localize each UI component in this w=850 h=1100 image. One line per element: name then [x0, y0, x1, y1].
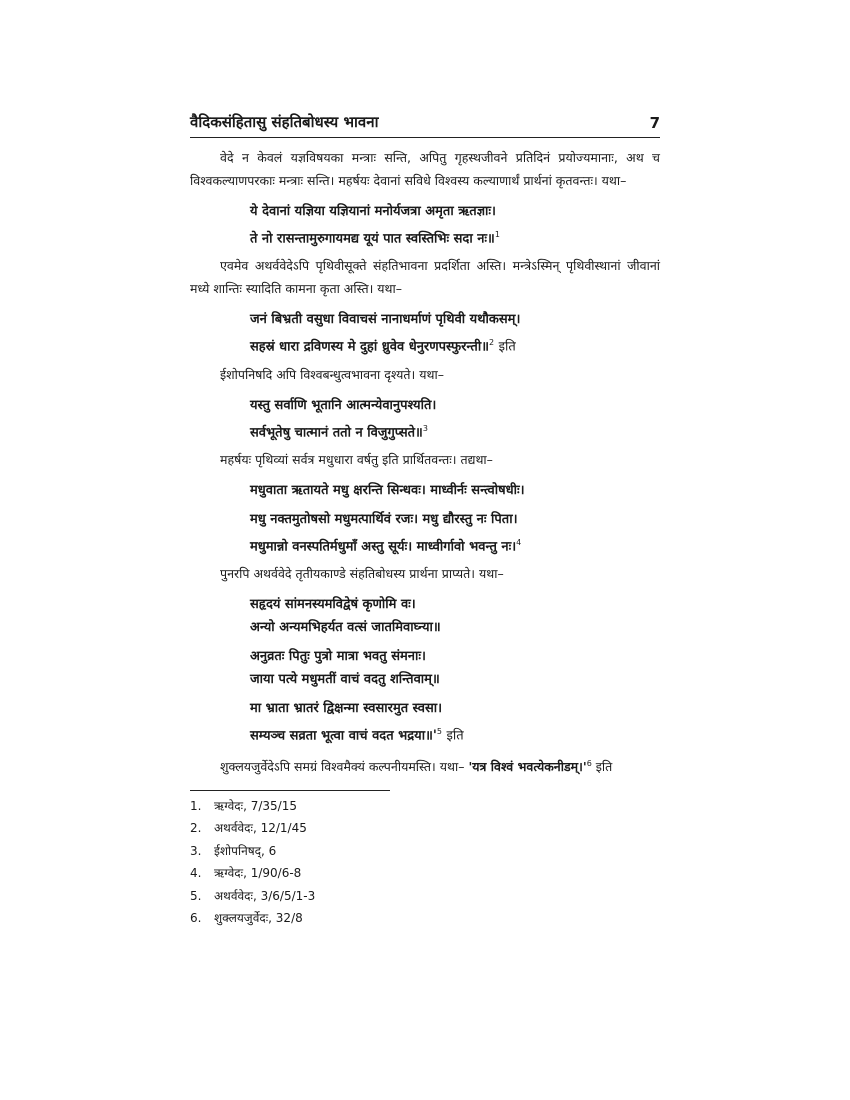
footnote-number: 6. — [190, 911, 202, 926]
paragraph-3: ईशोपनिषदि अपि विश्वबन्धुत्वभावना दृश्यते। यथा– — [220, 366, 444, 382]
footnote-number: 1. — [190, 798, 202, 813]
footnote-text: अथर्ववेदः, 3/6/5/1-3 — [214, 888, 316, 903]
verse-line: मधुमान्नो वनस्पतिर्मधुमाँ अस्तु सूर्यः। माध्वीर्गावो भवन्तु नः। — [250, 539, 517, 555]
quote: 'यत्र विश्वं भवत्येकनीडम्।' — [468, 758, 587, 774]
footnote-number: 2. — [190, 821, 202, 836]
verse-line: अन्यो अन्यमभिहर्यत वत्सं जातमिवाघ्न्या॥ — [250, 620, 441, 636]
iti-word: इति — [595, 758, 613, 774]
footnote-ref: 3 — [422, 423, 428, 433]
footnote-item — [190, 817, 660, 840]
footnote-ref: 6 — [586, 758, 592, 768]
verse-line: जाया पत्ये मधुमतीं वाचं वदतु शन्तिवाम्॥ — [250, 672, 440, 688]
footnote-item — [190, 795, 660, 818]
verse-5 — [190, 593, 660, 747]
page-content — [190, 112, 660, 930]
verse-1 — [190, 200, 660, 250]
verse-line: सम्यञ्च सव्रता भूत्वा वाचं वदत भद्रया॥' — [250, 728, 437, 744]
verse-line: सहृदयं सांमनस्यमविद्वेषं कृणोमि वः। — [250, 597, 416, 613]
footnote-ref: 2 — [488, 338, 495, 348]
page-number: 7 — [649, 114, 660, 132]
verse-line: मधुवाता ऋतायते मधु क्षरन्ति सिन्धवः। माध्वीर्नः सन्त्वोषधीः। — [250, 482, 525, 498]
footnote-divider — [190, 790, 390, 791]
verse-line: यस्तु सर्वाणि भूतानि आत्मन्येवानुपश्यति। — [250, 397, 437, 413]
verse-line: मधु नक्तमुतोषसो मधुमत्पार्थिवं रजः। मधु द्यौरस्तु नः पिता। — [250, 511, 518, 527]
verse-4 — [190, 479, 660, 558]
verse-line: सहस्रं धारा द्रविणस्य मे दुहां ध्रुवेव धेनुरणपस्फुरन्ती॥ — [250, 339, 489, 355]
footnote-text: अथर्ववेदः, 12/1/45 — [214, 821, 307, 836]
header-title: वैदिकसंहितासु संहतिबोधस्य भावना — [190, 113, 379, 131]
paragraph-6 — [190, 752, 660, 778]
footnote-text: ईशोपनिषद्, 6 — [214, 843, 277, 858]
running-header — [190, 112, 660, 138]
footnotes — [190, 795, 660, 930]
iti-word: इति — [498, 339, 516, 355]
verse-line: मा भ्राता भ्रातरं द्विक्षन्मा स्वसारमुत स्वसा। — [250, 701, 443, 717]
footnote-item — [190, 907, 660, 930]
footnote-item — [190, 862, 660, 885]
verse-line: अनुव्रतः पितुः पुत्रो मात्रा भवतु संमनाः। — [250, 649, 426, 665]
verse-line: ते नो रासन्तामुरुगायमद्य यूयं पात स्वस्तिभिः सदा नः॥ — [250, 231, 495, 247]
footnote-text: ऋग्वेदः, 1/90/6-8 — [214, 866, 302, 881]
verse-line: जनं बिभ्रती वसुधा विवाचसं नानाधर्माणं पृथिवी यथौकसम्। — [250, 312, 521, 328]
footnote-ref: 1 — [494, 230, 500, 239]
footnote-number: 5. — [190, 888, 202, 903]
footnote-item — [190, 840, 660, 863]
footnote-item — [190, 885, 660, 908]
paragraph-1: वेदे न केवलं यज्ञविषयका मन्त्राः सन्ति, अपितु गृहस्थजीवने प्रतिदिनं प्रयोज्यमानाः, अथ च विश्वकल्याणपरकाः मन्त्राः सन्ति। महर्षयः देवानां सविधे विश्वस्य कल्याणार्थं प्रार्थनां कृतवन्तः। यथा– — [190, 150, 660, 188]
verse-line: सर्वभूतेषु चात्मानं ततो न विजुगुप्सते॥ — [250, 424, 423, 440]
verse-3 — [190, 394, 660, 444]
footnote-ref: 5 — [436, 727, 442, 737]
verse-line: ये देवानां यज्ञिया यज्ञियानां मनोर्यजत्रा अमृता ऋतज्ञाः। — [250, 204, 496, 219]
footnote-text: ऋग्वेदः, 7/35/15 — [214, 798, 297, 813]
footnote-number: 4. — [190, 866, 202, 881]
iti-word: इति — [446, 728, 464, 744]
verse-2 — [190, 308, 660, 358]
footnote-text: शुक्लयजुर्वेदः, 32/8 — [214, 911, 303, 926]
paragraph-5: पुनरपि अथर्ववेदे तृतीयकाण्डे संहतिबोधस्य प्रार्थना प्राप्यते। यथा– — [220, 566, 504, 582]
paragraph-6-text: शुक्लयजुर्वेदेऽपि समग्रं विश्वमैक्यं कल्पनीयमस्ति। यथा– — [220, 758, 465, 774]
paragraph-2: एवमेव अथर्ववेदेऽपि पृथिवीसूक्ते संहतिभावना प्रदर्शिता अस्ति। मन्त्रेऽस्मिन् पृथिवीस्थानां जीवानां मध्ये शान्तिः स्यादिति कामना कृता अस्ति। यथा– — [190, 258, 660, 297]
footnote-number: 3. — [190, 843, 202, 858]
paragraph-4: महर्षयः पृथिव्यां सर्वत्र मधुधारा वर्षतु इति प्रार्थितवन्तः। तद्यथा– — [220, 451, 493, 467]
footnote-ref: 4 — [516, 537, 522, 547]
